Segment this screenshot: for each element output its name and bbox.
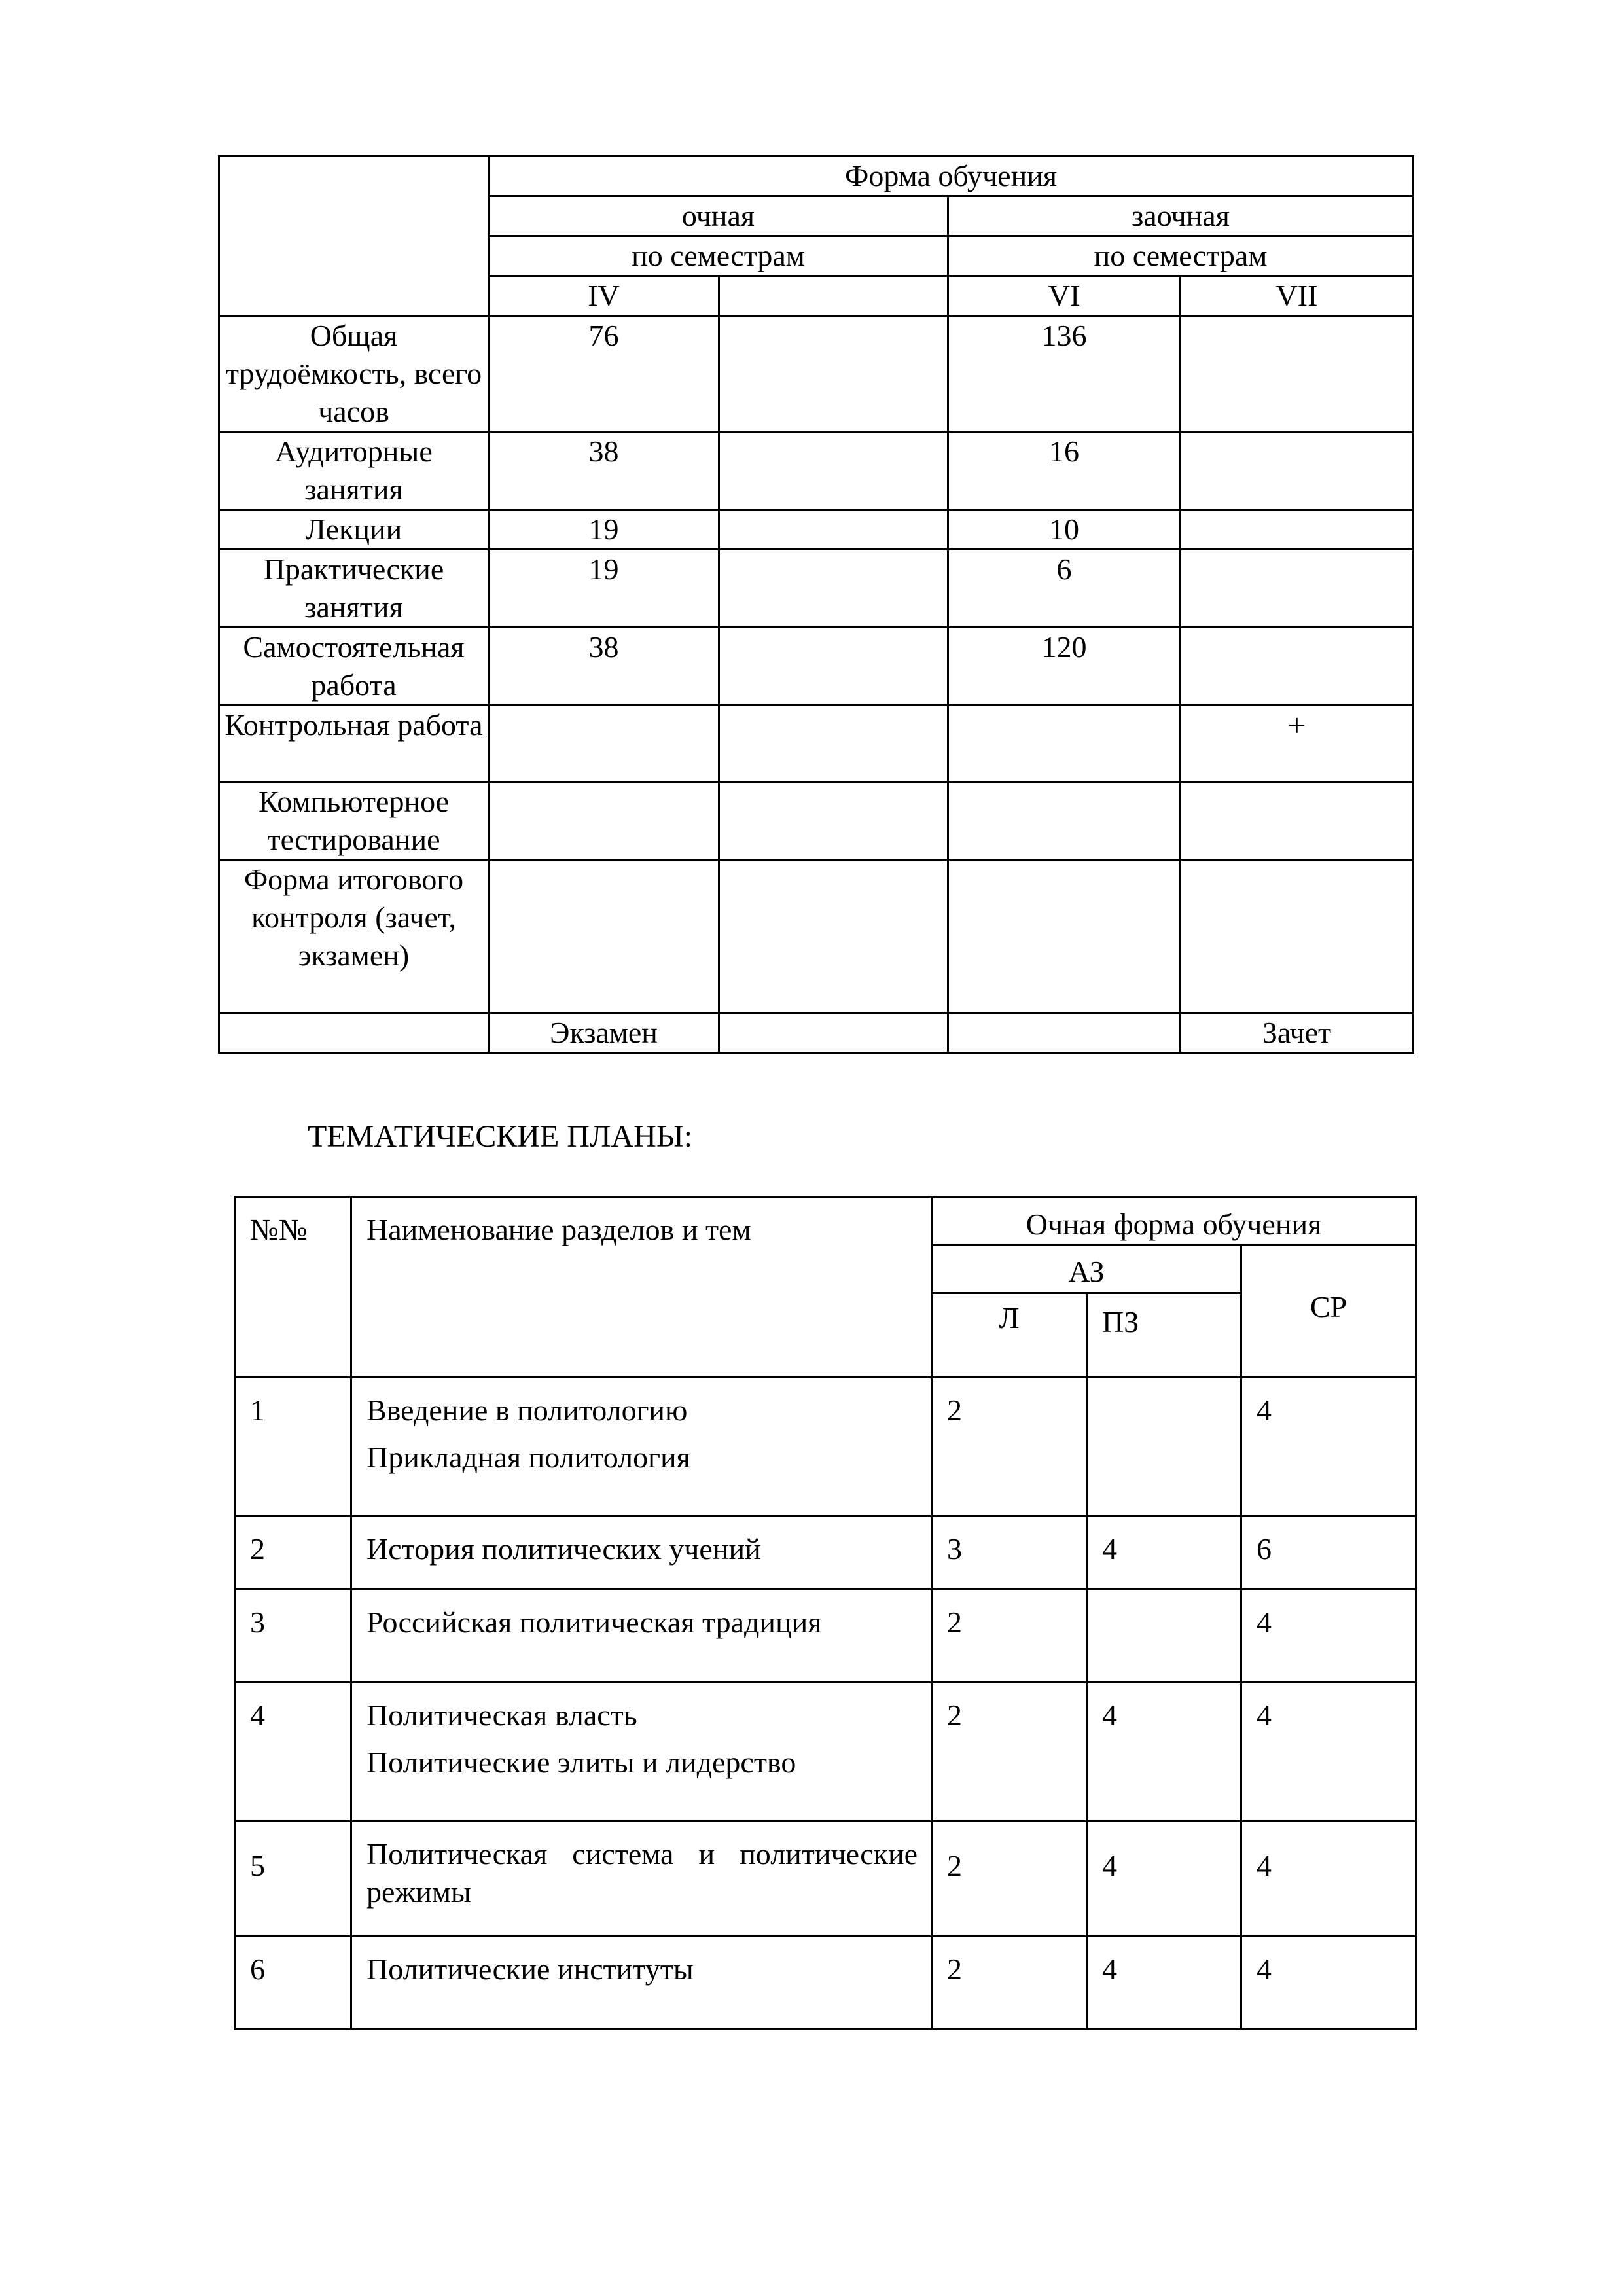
semester-header: IV (489, 276, 719, 316)
value-cell: 38 (489, 628, 719, 706)
topic-line: Политические элиты и лидерство (366, 1746, 796, 1779)
study-hours-table (218, 155, 1414, 1054)
pz-cell (1087, 1590, 1241, 1683)
name-header: Наименование разделов и тем (351, 1197, 932, 1378)
thematic-plans-table (234, 1196, 1417, 2030)
table-row (235, 1590, 1416, 1683)
topic-line: Введение в политологию (366, 1393, 688, 1427)
topic-cell (351, 1937, 932, 2030)
row-number: 2 (235, 1516, 351, 1590)
value-cell (489, 860, 719, 1013)
l-cell: 2 (932, 1590, 1087, 1683)
header-corner-cell (219, 156, 489, 316)
row-number: 4 (235, 1683, 351, 1821)
value-cell: Экзамен (489, 1013, 719, 1053)
value-cell (489, 782, 719, 860)
value-cell (719, 706, 948, 782)
value-cell: + (1181, 706, 1414, 782)
value-cell (1181, 860, 1414, 1013)
topic-line: Политические институты (366, 1952, 694, 1986)
row-number: 3 (235, 1590, 351, 1683)
l-header: Л (932, 1293, 1087, 1378)
topic-cell (351, 1590, 932, 1683)
semester-header (719, 276, 948, 316)
form-of-study-header: Форма обучения (489, 156, 1414, 196)
row-number: 1 (235, 1378, 351, 1516)
table-row (219, 782, 1414, 860)
topic-line: Российская политическая традиция (366, 1605, 822, 1639)
value-cell (719, 1013, 948, 1053)
l-cell: 2 (932, 1937, 1087, 2030)
row-label: Форма итогового контроля (зачет, экзамен) (219, 860, 489, 1013)
value-cell (1181, 550, 1414, 628)
row-label: Аудиторные занятия (219, 432, 489, 510)
value-cell (1181, 432, 1414, 510)
row-number: 5 (235, 1821, 351, 1937)
l-cell: 3 (932, 1516, 1087, 1590)
table-row (235, 1821, 1416, 1937)
table-row (219, 510, 1414, 550)
topic-cell (351, 1378, 932, 1516)
row-label: Практические занятия (219, 550, 489, 628)
table-row (235, 1378, 1416, 1516)
topic-line: Политическая система и политические режимы (366, 1837, 918, 1909)
value-cell (719, 432, 948, 510)
sr-cell: 4 (1241, 1683, 1416, 1821)
pz-cell (1087, 1378, 1241, 1516)
table-row (235, 1937, 1416, 2030)
value-cell (719, 550, 948, 628)
pz-cell: 4 (1087, 1516, 1241, 1590)
value-cell: 16 (948, 432, 1181, 510)
sr-cell: 4 (1241, 1590, 1416, 1683)
topic-line: Прикладная политология (366, 1441, 690, 1474)
sr-cell: 4 (1241, 1937, 1416, 2030)
row-label: Контрольная работа (219, 706, 489, 782)
value-cell (489, 706, 719, 782)
fulltime-by-semesters: по семестрам (489, 236, 948, 276)
value-cell (719, 860, 948, 1013)
topic-cell (351, 1821, 932, 1937)
value-cell (719, 782, 948, 860)
topic-cell (351, 1683, 932, 1821)
value-cell: 120 (948, 628, 1181, 706)
value-cell (1181, 510, 1414, 550)
value-cell: 136 (948, 316, 1181, 432)
fulltime-header: очная (489, 196, 948, 236)
az-header: АЗ (932, 1246, 1241, 1293)
table-row (219, 432, 1414, 510)
row-label: Самостоятельная работа (219, 628, 489, 706)
value-cell (1181, 782, 1414, 860)
row-label: Лекции (219, 510, 489, 550)
table-row (235, 1683, 1416, 1821)
value-cell: 38 (489, 432, 719, 510)
sr-cell: 4 (1241, 1821, 1416, 1937)
l-cell: 2 (932, 1683, 1087, 1821)
thematic-plans-heading: ТЕМАТИЧЕСКИЕ ПЛАНЫ: (308, 1119, 693, 1154)
parttime-by-semesters: по семестрам (948, 236, 1414, 276)
value-cell (1181, 316, 1414, 432)
parttime-header: заочная (948, 196, 1414, 236)
topic-cell (351, 1516, 932, 1590)
semester-header: VI (948, 276, 1181, 316)
semester-header: VII (1181, 276, 1414, 316)
value-cell (719, 510, 948, 550)
value-cell: 19 (489, 550, 719, 628)
l-cell: 2 (932, 1378, 1087, 1516)
value-cell (948, 860, 1181, 1013)
pz-cell: 4 (1087, 1683, 1241, 1821)
value-cell: Зачет (1181, 1013, 1414, 1053)
table-row (219, 706, 1414, 782)
value-cell: 19 (489, 510, 719, 550)
row-label (219, 1013, 489, 1053)
row-number: 6 (235, 1937, 351, 2030)
row-label: Компьютерное тестирование (219, 782, 489, 860)
table-row (219, 860, 1414, 1013)
num-header: №№ (235, 1197, 351, 1378)
row-label: Общая трудоёмкость, всего часов (219, 316, 489, 432)
pz-header: ПЗ (1087, 1293, 1241, 1378)
l-cell: 2 (932, 1821, 1087, 1937)
value-cell: 76 (489, 316, 719, 432)
value-cell (948, 1013, 1181, 1053)
table-row (235, 1516, 1416, 1590)
table-row (219, 1013, 1414, 1053)
sr-cell: 6 (1241, 1516, 1416, 1590)
value-cell (948, 782, 1181, 860)
topic-line: Политическая власть (366, 1698, 637, 1732)
value-cell (1181, 628, 1414, 706)
table-row (219, 316, 1414, 432)
value-cell (948, 706, 1181, 782)
sr-header: СР (1241, 1246, 1416, 1378)
value-cell (719, 628, 948, 706)
topic-line: История политических учений (366, 1532, 761, 1566)
table-row (219, 628, 1414, 706)
pz-cell: 4 (1087, 1821, 1241, 1937)
value-cell: 10 (948, 510, 1181, 550)
value-cell: 6 (948, 550, 1181, 628)
pz-cell: 4 (1087, 1937, 1241, 2030)
sr-cell: 4 (1241, 1378, 1416, 1516)
table-row (219, 550, 1414, 628)
fulltime-form-header: Очная форма обучения (932, 1197, 1416, 1246)
value-cell (719, 316, 948, 432)
